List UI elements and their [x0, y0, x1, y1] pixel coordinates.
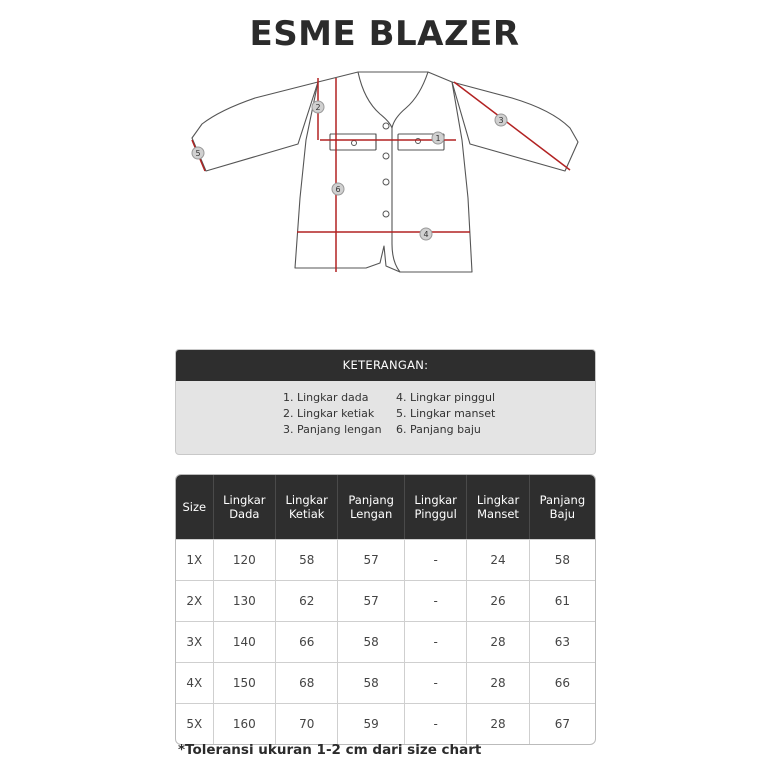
- legend-item: 4. Lingkar pinggul: [396, 391, 496, 404]
- svg-text:6: 6: [335, 185, 341, 194]
- legend-item: 2. Lingkar ketiak: [283, 407, 375, 420]
- column-header-line: Lengan: [350, 507, 393, 521]
- measure-cell: 57: [338, 539, 405, 580]
- measure-cell: 58: [338, 621, 405, 662]
- measure-cell: 61: [530, 580, 595, 621]
- measure-cell: -: [405, 703, 467, 744]
- measure-cell: 130: [214, 580, 276, 621]
- measure-cell: 70: [276, 703, 338, 744]
- size-cell: 3X: [176, 621, 214, 662]
- column-header-line: Pinggul: [414, 507, 457, 521]
- column-header-line: Manset: [477, 507, 519, 521]
- legend-column-2: [396, 390, 495, 438]
- column-header-line: Panjang: [539, 493, 586, 507]
- marker-5: [192, 147, 204, 159]
- measure-cell: 66: [530, 662, 595, 703]
- column-header-line: Panjang: [348, 493, 394, 507]
- measure-cell: -: [405, 539, 467, 580]
- marker-6: [332, 183, 344, 195]
- marker-1: [432, 132, 444, 144]
- size-cell: 1X: [176, 539, 214, 580]
- size-cell: 4X: [176, 662, 214, 703]
- table-row: [176, 539, 595, 580]
- legend-item: 5. Lingkar manset: [396, 407, 496, 420]
- column-header: [467, 475, 529, 539]
- table-row: [176, 621, 595, 662]
- marker-3: [495, 114, 507, 126]
- size-chart-table: [175, 474, 596, 745]
- measure-cell: 58: [530, 539, 595, 580]
- svg-text:2: 2: [315, 103, 321, 112]
- svg-text:4: 4: [423, 230, 429, 239]
- measure-cell: 63: [530, 621, 595, 662]
- column-header-line: Size: [182, 500, 207, 514]
- measure-cell: 28: [467, 662, 529, 703]
- measure-cell: 57: [338, 580, 405, 621]
- measure-cell: 68: [276, 662, 338, 703]
- measure-cell: 140: [214, 621, 276, 662]
- table-row: [176, 703, 595, 744]
- legend-panel: [175, 349, 596, 455]
- tolerance-note: *Toleransi ukuran 1-2 cm dari size chart: [178, 742, 482, 758]
- column-header-line: Baju: [549, 507, 576, 521]
- column-header: [405, 475, 467, 539]
- column-header: [214, 475, 276, 539]
- column-header-line: Lingkar: [285, 493, 328, 507]
- column-header-line: Dada: [229, 507, 260, 521]
- measure-cell: 150: [214, 662, 276, 703]
- measure-cell: 58: [276, 539, 338, 580]
- measure-cell: 58: [338, 662, 405, 703]
- measure-cell: -: [405, 662, 467, 703]
- column-header-line: Lingkar: [223, 493, 266, 507]
- left-sleeve: [192, 82, 321, 171]
- measure-cell: 66: [276, 621, 338, 662]
- legend-item: 6. Panjang baju: [396, 423, 481, 436]
- size-cell: 5X: [176, 703, 214, 744]
- measure-cell: 26: [467, 580, 529, 621]
- legend-column-1: [283, 390, 382, 438]
- svg-text:3: 3: [498, 116, 504, 125]
- legend-item: 3. Panjang lengan: [283, 423, 382, 436]
- column-header: [276, 475, 338, 539]
- column-header: [530, 475, 595, 539]
- marker-4: [420, 228, 432, 240]
- measure-cell: 24: [467, 539, 529, 580]
- column-header-line: Lingkar: [476, 493, 520, 507]
- measure-cell: 62: [276, 580, 338, 621]
- legend-item: 1. Lingkar dada: [283, 391, 369, 404]
- svg-text:1: 1: [435, 134, 441, 143]
- table-body: [176, 539, 595, 744]
- measure-cell: 28: [467, 621, 529, 662]
- measure-cell: 160: [214, 703, 276, 744]
- svg-text:5: 5: [195, 149, 201, 158]
- column-header: [338, 475, 405, 539]
- page-title: ESME BLAZER: [249, 14, 520, 54]
- table-header-row: [176, 475, 595, 539]
- column-header: [176, 475, 214, 539]
- measure-cell: -: [405, 621, 467, 662]
- table-row: [176, 662, 595, 703]
- measure-cell: 28: [467, 703, 529, 744]
- measure-cell: 67: [530, 703, 595, 744]
- measure-cell: 120: [214, 539, 276, 580]
- measure-cell: -: [405, 580, 467, 621]
- table-row: [176, 580, 595, 621]
- size-cell: 2X: [176, 580, 214, 621]
- column-header-line: Ketiak: [288, 507, 325, 521]
- legend-heading: KETERANGAN:: [176, 350, 595, 381]
- measure-cell: 59: [338, 703, 405, 744]
- blazer-diagram: [180, 68, 590, 283]
- column-header-line: Lingkar: [414, 493, 457, 507]
- marker-2: [312, 101, 324, 113]
